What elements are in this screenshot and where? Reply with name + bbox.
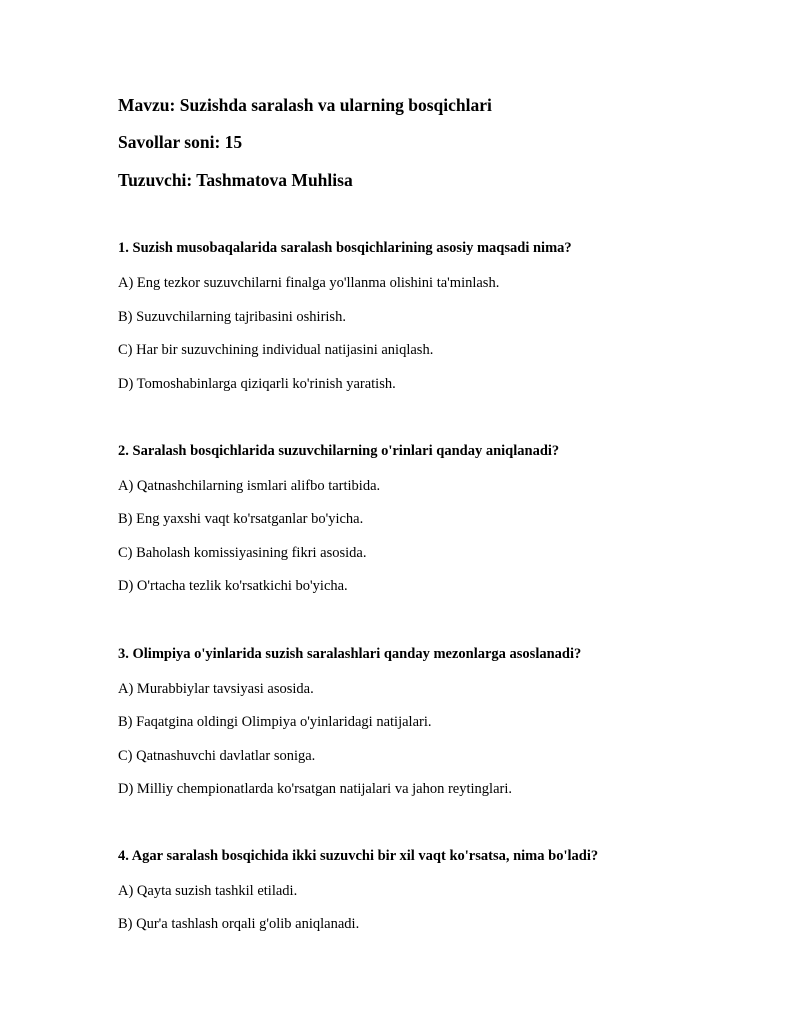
question-3-option-c: C) Qatnashuvchi davlatlar soniga. [118,748,316,764]
question-2-text: 2. Saralash bosqichlarida suzuvchilarning o'rinlari qanday aniqlanadi? [118,443,560,459]
question-2-option-a: A) Qatnashchilarning ismlari alifbo tartibida. [118,478,381,494]
topic-heading: Mavzu: Suzishda saralash va ularning bosqichlari [118,95,492,115]
question-1-text: 1. Suzish musobaqalarida saralash bosqichlarining asosiy maqsadi nima? [118,240,572,256]
question-3-option-a: A) Murabbiylar tavsiyasi asosida. [118,681,314,697]
question-4-option-a: A) Qayta suzish tashkil etiladi. [118,883,298,899]
question-4-option-b: B) Qur'a tashlash orqali g'olib aniqlanadi. [118,916,360,932]
question-count-heading: Savollar soni: 15 [118,132,243,152]
question-1-option-c: C) Har bir suzuvchining individual natijasini aniqlash. [118,342,434,358]
question-1-option-a: A) Eng tezkor suzuvchilarni finalga yo'llanma olishini ta'minlash. [118,275,500,291]
question-3-option-b: B) Faqatgina oldingi Olimpiya o'yinlaridagi natijalari. [118,714,432,730]
question-2-option-d: D) O'rtacha tezlik ko'rsatkichi bo'yicha. [118,578,348,594]
question-1-option-d: D) Tomoshabinlarga qiziqarli ko'rinish yaratish. [118,376,396,392]
question-3-text: 3. Olimpiya o'yinlarida suzish saralashlari qanday mezonlarga asoslanadi? [118,646,582,662]
author-heading: Tuzuvchi: Tashmatova Muhlisa [118,170,353,190]
question-1-option-b: B) Suzuvchilarning tajribasini oshirish. [118,309,346,325]
question-2-option-c: C) Baholash komissiyasining fikri asosida. [118,545,367,561]
question-3-option-d: D) Milliy chempionatlarda ko'rsatgan natijalari va jahon reytinglari. [118,781,512,797]
question-2-option-b: B) Eng yaxshi vaqt ko'rsatganlar bo'yicha. [118,511,364,527]
question-4-text: 4. Agar saralash bosqichida ikki suzuvchi bir xil vaqt ko'rsatsa, nima bo'ladi? [118,848,599,864]
